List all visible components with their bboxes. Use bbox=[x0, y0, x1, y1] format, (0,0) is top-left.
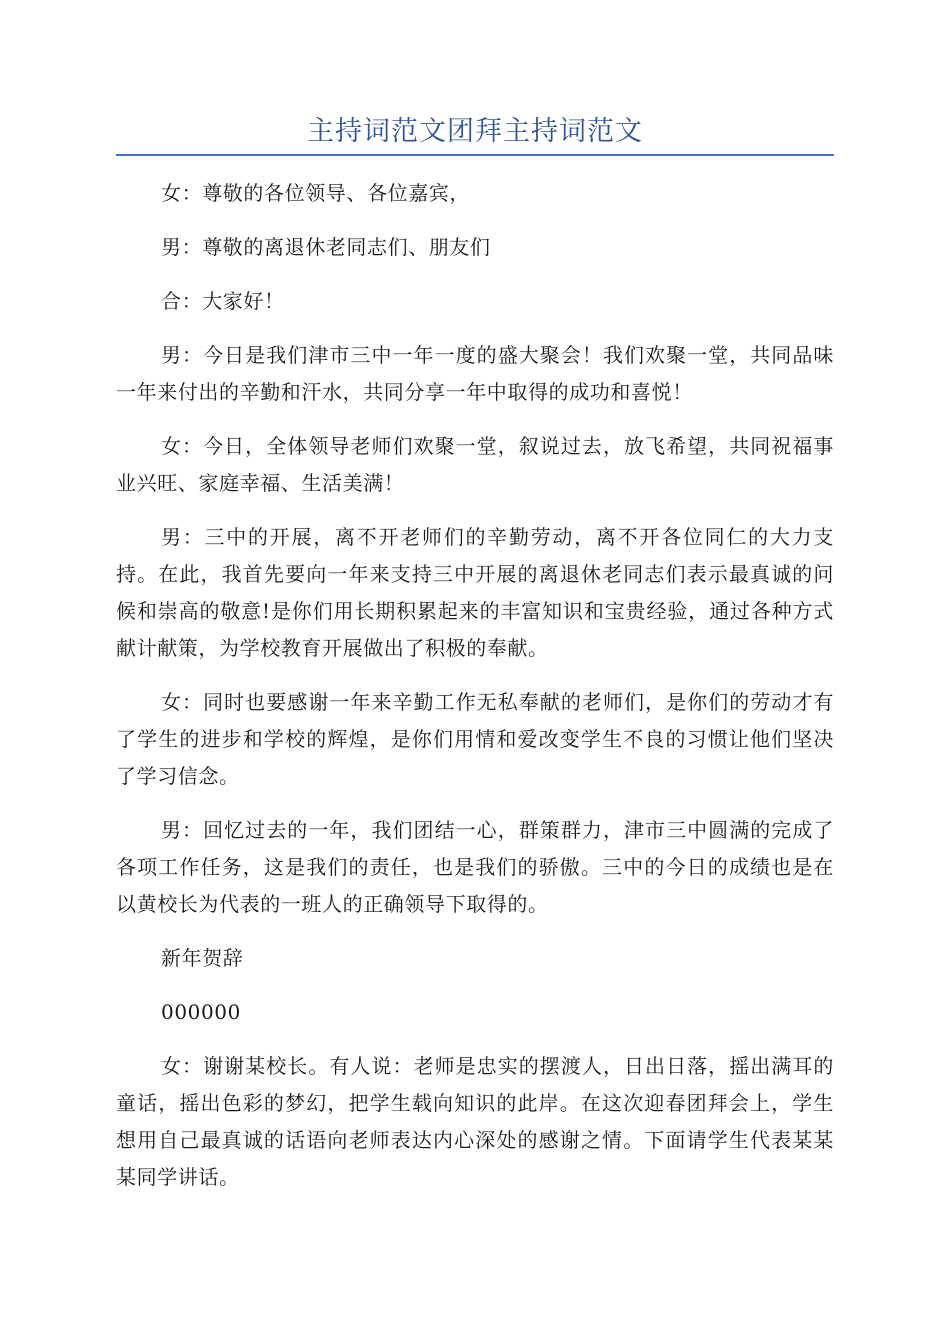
document-title: 主持词范文团拜主持词范文 bbox=[307, 116, 643, 147]
paragraph: 女：谢谢某校长。有人说：老师是忠实的摆渡人，日出日落，摇出满耳的童话，摇出色彩的梦幻，把学生载向知识的此岸。在这次迎春团拜会上，学生想用自己最真诚的话语向老师表达内心深处的感谢之情。下面请学生代表某某某同学讲话。 bbox=[116, 1054, 834, 1189]
paragraph: 000000 bbox=[161, 1000, 241, 1024]
paragraph: 男：尊敬的离退休老同志们、朋友们 bbox=[161, 235, 491, 259]
section-heading: 新年贺辞 bbox=[161, 946, 244, 970]
paragraph: 男：今日是我们津市三中一年一度的盛大聚会！我们欢聚一堂，共同品味一年来付出的辛勤和汗水，共同分享一年中取得的成功和喜悦！ bbox=[116, 343, 834, 404]
paragraph: 女：今日，全体领导老师们欢聚一堂，叙说过去，放飞希望，共同祝福事业兴旺、家庭幸福、生活美满！ bbox=[116, 434, 834, 495]
paragraph: 合：大家好！ bbox=[161, 289, 285, 313]
document-body bbox=[116, 175, 834, 1213]
paragraph: 女：尊敬的各位领导、各位嘉宾， bbox=[161, 181, 470, 205]
title-underline bbox=[116, 154, 834, 156]
paragraph: 男：三中的开展，离不开老师们的辛勤劳动，离不开各位同仁的大力支持。在此，我首先要向一年来支持三中开展的离退休老同志们表示最真诚的问候和崇高的敬意!是你们用长期积累起来的丰富知识和宝贵经验，通过各种方式献计献策，为学校教育开展做出了积极的奉献。 bbox=[116, 525, 834, 660]
paragraph: 男：回忆过去的一年，我们团结一心，群策群力，津市三中圆满的完成了各项工作任务，这是我们的责任，也是我们的骄傲。三中的今日的成绩也是在以黄校长为代表的一班人的正确领导下取得的。 bbox=[116, 818, 834, 916]
paragraph: 女：同时也要感谢一年来辛勤工作无私奉献的老师们，是你们的劳动才有了学生的进步和学校的辉煌，是你们用情和爱改变学生不良的习惯让他们坚决了学习信念。 bbox=[116, 690, 834, 788]
